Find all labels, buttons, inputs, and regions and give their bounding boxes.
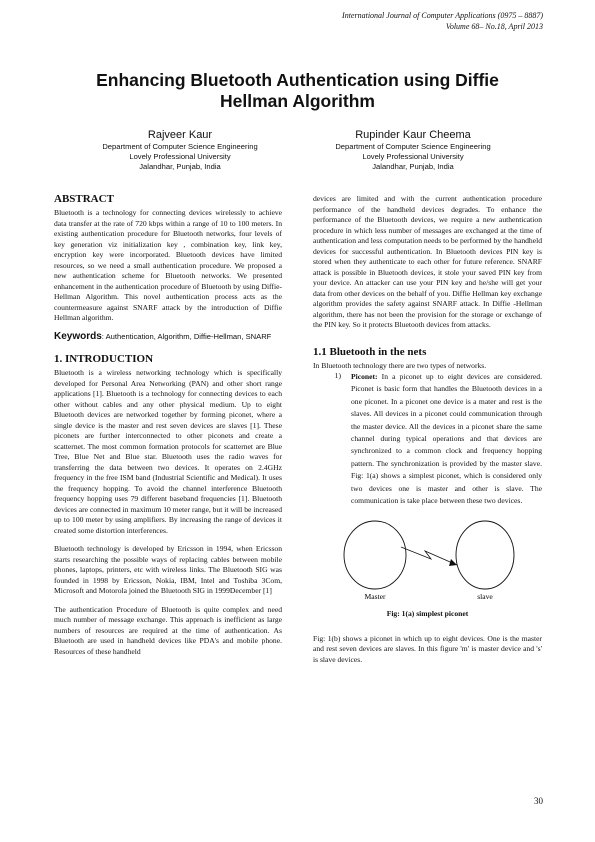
page-number: 30 bbox=[534, 796, 543, 806]
master-node bbox=[344, 521, 406, 589]
journal-header bbox=[342, 10, 543, 32]
list-item-piconet bbox=[313, 371, 542, 507]
intro-paragraph-1: Bluetooth is a wireless networking technology which is specifically developed for Personal Area Networking (PAN) and other short range applications [1]. Bluetooth is a technology for connecting devices to each other without cables and any other physical medium. Up to eight Bluetooth devices are networked together by forming piconet, where a single device is the master and rest seven devices are slaves [1]. These piconets are further interconnected to other piconets and create a scatternet. The most common formation protocols for scatternet are Blue Tree, Blue Net and Blue star. Bluetooth uses the radio waves for transferring the data between two devices. It operates on 2.4GHz frequency in the free ISM band (Industrial Scientific and Medical). It uses the frequency hopping. To avoid the channel interference Bluetooth frequency hopping uses 79 different baseband frequencies [1]. Bluetooth devices are connected in maximum 10 meter range, but it will be increased up to 100 meter by using amplifiers. By increasing the range of devices it created some distortion interferences. bbox=[54, 368, 282, 535]
paper-title: Enhancing Bluetooth Authentication using Diffie Hellman Algorithm bbox=[96, 70, 499, 111]
figure-followup-text: Fig: 1(b) shows a piconet in which up to eight devices. One is the master and rest seven devices are slaves. In this figure 'm' is master device and 's' is slave devices. bbox=[313, 633, 542, 664]
intro-paragraph-4: devices are limited and with the current authentication procedure performance of the handheld devices degrades. To enhance the performance of the Bluetooth devices, we require a new authentication procedure in which less number of messages are exchanged at the time of authentication and less computation needs to be performed by the handheld devices for successful authentication. In Bluetooth devices PIN key is stored when they authenticate to each other for future reference. SNARF attack is possible in Bluetooth devices, it stole your saved PIN key from your device. An attacker can use your PIN key and he/she will get your data from other devices on the behalf of you. Diffie Hellman key exchange algorithm provides the safety against SNARF attack. In Diffie -Hellman algorithm, there has not been the provision for the storage or exchange of the PIN key. So it protects Bluetooth devices from attacks. bbox=[313, 194, 543, 329]
author-block-1 bbox=[60, 128, 300, 172]
link-lightning-icon bbox=[401, 547, 457, 565]
abstract-heading: ABSTRACT bbox=[54, 193, 114, 205]
author-location: Jalandhar, Punjab, India bbox=[139, 162, 221, 171]
slave-label: slave bbox=[477, 592, 493, 602]
list-number: 1) bbox=[334, 371, 341, 380]
left-column bbox=[54, 192, 282, 665]
author-dept: Department of Computer Science Engineering bbox=[102, 142, 258, 151]
figure-caption: Fig: 1(a) simplest piconet bbox=[386, 609, 469, 619]
right-column bbox=[313, 194, 542, 673]
journal-volume: Volume 68– No.18, April 2013 bbox=[445, 22, 543, 31]
keywords-label: Keywords bbox=[54, 330, 102, 342]
piconet-label: Piconet: bbox=[351, 372, 378, 381]
piconet-text: In a piconet up to eight devices are considered. Piconet is basic form that handles the Bluetooth devices in a one piconet. In a piconet one device is a mater and rest is the slaves. All devices in a piconet could communication through the master device. All the devices in a piconet share the same channel during typical operations and that devices are synchronized to a common clock and frequency hopping pattern. The synchronization is provided by the master slave. Fig: 1(a) shows a simplest piconet, which is considered only two devices one is master and other is slave. The communication is take place between these two devices. bbox=[351, 372, 542, 506]
piconet-figure bbox=[313, 513, 542, 605]
arrow-icon bbox=[449, 559, 457, 566]
author-name: Rupinder Kaur Cheema bbox=[355, 129, 471, 141]
intro-paragraph-2: Bluetooth technology is developed by Ericsson in 1994, when Ericsson starts researching the possible ways of replacing cables between mobile phones, laptops, printers, etc with wireless links. The Bluetooth SIG was founded in 1998 by Ericsson, Nokia, IBM, Intel and Toshiba 3Com, Microsoft and Motorola joined the Bluetooth SIG in 1999December [1] bbox=[54, 544, 282, 595]
keywords-text: : Authentication, Algorithm, Diffie-Hellman, SNARF bbox=[101, 331, 272, 341]
author-univ: Lovely Professional University bbox=[362, 152, 464, 161]
nets-intro: In Bluetooth technology there are two types of networks. bbox=[313, 360, 487, 370]
slave-node bbox=[456, 521, 514, 589]
nets-heading: 1.1 Bluetooth in the nets bbox=[313, 345, 427, 358]
master-label: Master bbox=[364, 592, 386, 602]
list-body bbox=[351, 371, 542, 507]
author-location: Jalandhar, Punjab, India bbox=[372, 162, 454, 171]
journal-name: International Journal of Computer Applications (0975 – 8887) bbox=[342, 11, 543, 20]
abstract-text: Bluetooth is a technology for connecting devices wirelessly to achieve data transfer at the rate of 720 kbps within a range of 10 to 100 meters. In existing authentication procedure for Bluetooth networks, four levels of key generation viz initialization key , combination key, link key, encryption key were incorporated. Bluetooth devices have limited resources, so we need a small authentication procedure. We proposed a new authentication scheme for Bluetooth networks. We presented enhancement in the authentication procedure of Bluetooth by using Diffie-Hellman Algorithm. This novel authentication process acts as the countermeasure against SNARF attack by the introduction of Diffie Hellman algorithm. bbox=[54, 208, 282, 322]
keywords bbox=[54, 332, 282, 343]
author-dept: Department of Computer Science Engineering bbox=[335, 142, 491, 151]
intro-paragraph-3: The authentication Procedure of Bluetooth is quite complex and need much number of message exchange. This approach is inefficient as large numbers of resources are required at the time of authentication. As Bluetooth are used in handheld devices like PDA's and mobile phone. Resources of these handheld bbox=[54, 604, 282, 656]
intro-heading: 1. INTRODUCTION bbox=[54, 353, 154, 365]
author-univ: Lovely Professional University bbox=[129, 152, 231, 161]
piconet-diagram bbox=[313, 513, 542, 605]
author-name: Rajveer Kaur bbox=[147, 129, 213, 141]
author-block-2 bbox=[293, 128, 533, 172]
